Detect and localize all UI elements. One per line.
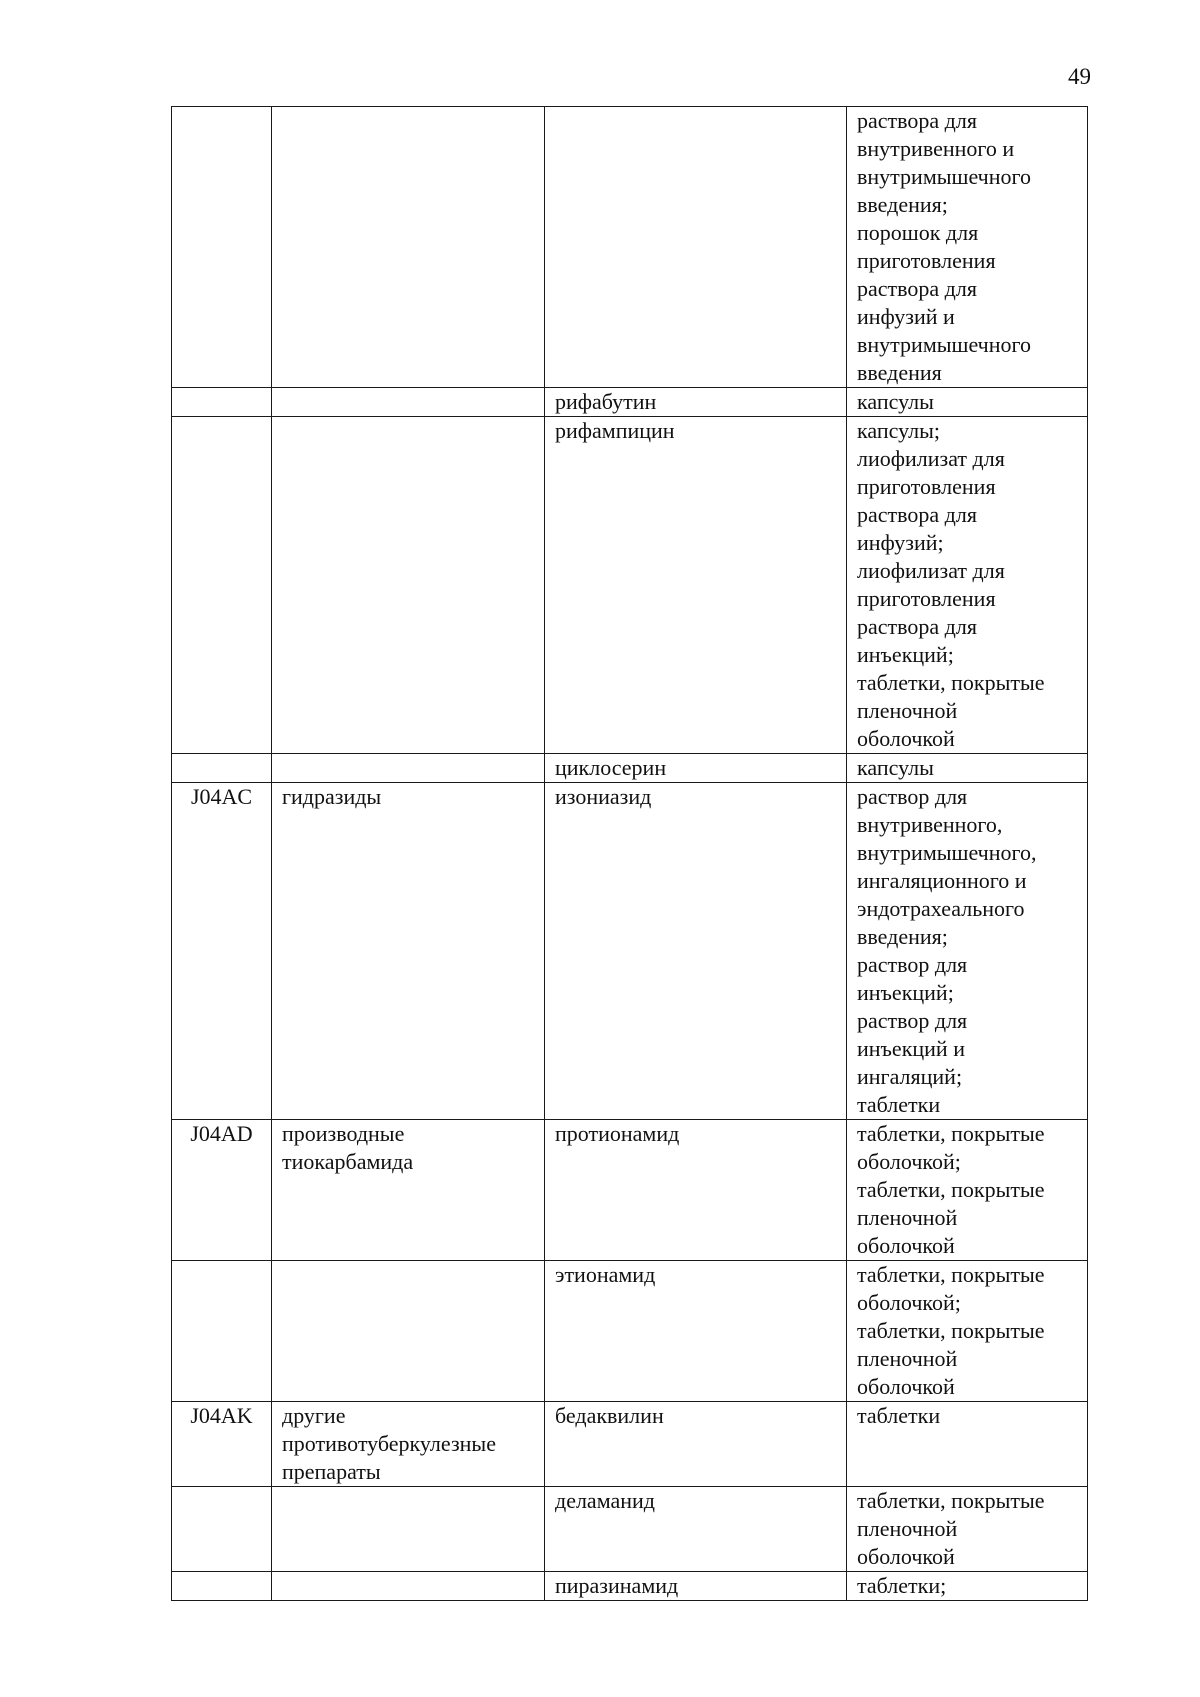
group-cell: производные тиокарбамида <box>272 1120 545 1261</box>
group-cell: гидразиды <box>272 783 545 1120</box>
table-row <box>172 417 1088 754</box>
group-cell <box>272 1487 545 1572</box>
atc-code-cell <box>172 388 272 417</box>
atc-code-cell <box>172 754 272 783</box>
drug-name-cell: циклосерин <box>545 754 847 783</box>
drug-name-cell: рифампицин <box>545 417 847 754</box>
drug-name-cell: изониазид <box>545 783 847 1120</box>
drug-name-cell: пиразинамид <box>545 1572 847 1601</box>
table-row <box>172 1261 1088 1402</box>
drug-name-cell: этионамид <box>545 1261 847 1402</box>
dosage-forms-cell: капсулы <box>847 388 1088 417</box>
table-row <box>172 388 1088 417</box>
dosage-forms-cell: капсулы <box>847 754 1088 783</box>
dosage-forms-cell: раствора для внутривенного и внутримышечного введения; порошок для приготовления раствора для инфузий и внутримышечного введения <box>847 107 1088 388</box>
group-cell <box>272 107 545 388</box>
group-cell <box>272 754 545 783</box>
dosage-forms-cell: таблетки, покрытые пленочной оболочкой <box>847 1487 1088 1572</box>
group-cell <box>272 1572 545 1601</box>
atc-code-cell <box>172 107 272 388</box>
drug-name-cell: рифабутин <box>545 388 847 417</box>
atc-code-cell <box>172 1261 272 1402</box>
dosage-forms-cell: таблетки, покрытые оболочкой; таблетки, покрытые пленочной оболочкой <box>847 1120 1088 1261</box>
dosage-forms-cell: таблетки <box>847 1402 1088 1487</box>
atc-code-cell <box>172 1572 272 1601</box>
atc-code-cell <box>172 1487 272 1572</box>
table-row <box>172 1487 1088 1572</box>
page-number: 49 <box>1068 64 1091 89</box>
drug-name-cell: бедаквилин <box>545 1402 847 1487</box>
table-row <box>172 1572 1088 1601</box>
dosage-forms-cell: капсулы; лиофилизат для приготовления раствора для инфузий; лиофилизат для приготовления раствора для инъекций; таблетки, покрытые пленочной оболочкой <box>847 417 1088 754</box>
atc-code-cell: J04AD <box>172 1120 272 1261</box>
group-cell <box>272 1261 545 1402</box>
group-cell <box>272 417 545 754</box>
table-row <box>172 107 1088 388</box>
atc-code-cell: J04AC <box>172 783 272 1120</box>
atc-code-cell: J04AK <box>172 1402 272 1487</box>
drug-name-cell <box>545 107 847 388</box>
drug-table <box>171 106 1088 1601</box>
table-row <box>172 1402 1088 1487</box>
drug-name-cell: протионамид <box>545 1120 847 1261</box>
dosage-forms-cell: таблетки, покрытые оболочкой; таблетки, покрытые пленочной оболочкой <box>847 1261 1088 1402</box>
group-cell: другие противотуберкулезные препараты <box>272 1402 545 1487</box>
dosage-forms-cell: раствор для внутривенного, внутримышечного, ингаляционного и эндотрахеального введения; раствор для инъекций; раствор для инъекций и ингаляций; таблетки <box>847 783 1088 1120</box>
drug-name-cell: деламанид <box>545 1487 847 1572</box>
group-cell <box>272 388 545 417</box>
table-row <box>172 1120 1088 1261</box>
table-row <box>172 783 1088 1120</box>
dosage-forms-cell: таблетки; <box>847 1572 1088 1601</box>
atc-code-cell <box>172 417 272 754</box>
table-row <box>172 754 1088 783</box>
